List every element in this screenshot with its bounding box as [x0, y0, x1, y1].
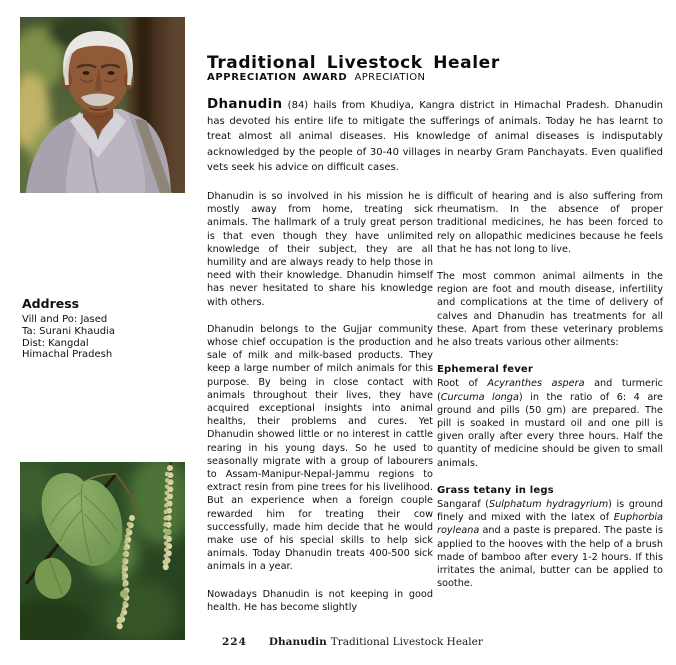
intro-paragraph: Dhanudin (84) hails from Khudiya, Kangra district in Himachal Pradesh. Dhanudin has devoted his entire life to mitigate the sufferings of animals. Today he has learnt to treat almost all animal diseases. His knowledge of animal diseases is indisputably acknowledged by the people of 30-40 villages in nearby Gram Panchayats. Even qualified vets seek his advice on difficult cases.: [207, 96, 663, 173]
paragraph-health-continued: difficult of hearing and is also suffering from rheumatism. In the absence of proper traditional medicines, he has been forced to rely on allopathic medicines because he feels that he has not long to live.: [437, 191, 663, 255]
paragraph-health: Nowadays Dhanudin is not keeping in good health. He has become slightly: [207, 588, 433, 613]
body-column-left: [207, 190, 433, 628]
paragraph-grass-tetany: Sangaraf (Sulphatum hydragyrium) is ground finely and mixed with the latex of Euphorbia royleana and a paste is prepared. The paste is applied to the hooves with the help of a brush made of bamboo after every 1-2 hours. If this irritates the animal, butter can be applied to soothe.: [437, 499, 663, 590]
footer-book-title: Traditional Livestock Healer: [330, 636, 483, 648]
award-value: APRECIATION: [354, 72, 426, 83]
address-heading: Address: [22, 296, 80, 311]
address-line-village: Vill and Po: Jased: [22, 314, 108, 325]
paragraph-common-ailments: The most common animal ailments in the region are foot and mouth disease, infertility and complications at the time of delivery of calves and Dhanudin has treatments for all these. Apart from these veterinary problems he also treats various other ailments:: [437, 271, 663, 349]
address-line-state: Himachal Pradesh: [22, 349, 113, 361]
page-number: 224: [222, 636, 247, 648]
paragraph-ephemeral-fever: Root of Acyranthes aspera and turmeric (Curcuma longa) in the ratio of 6: 4 are ground and pills (50 gm) are prepared. The pill is soaked in mustard oil and one pill is given orally after every three hours. Half the quantity of medicine should be given to small animals.: [437, 378, 664, 469]
award-label: APPRECIATION AWARD: [207, 72, 348, 83]
paragraph-gujjar-community: Dhanudin belongs to the Gujjar community whose chief occupation is the production and sale of milk and milk-based products. They keep a large number of milch animals for this purpose. By being in close contact with animals throughout their lives, they have acquired exceptional insights into animal healths, their problems and cures. Yet Dhanudin showed little or no interest in cattle rearing in his young days. So he used to seasonally migrate with a group of labourers to Assam-Manipur-Nepal-Jammu regions to extract resin from pine trees for his livelihood. But an experience when a foreign couple rewarded him for treating their cow successfully, made him decide that he would make use of his special skills to help sick animals. Today Dhanudin treats 400-500 sick animals in a year.: [207, 323, 433, 573]
section-heading-ephemeral-fever: Ephemeral fever: [437, 364, 534, 376]
body-column-right: [437, 190, 663, 604]
paragraph-mission: Dhanudin is so involved in his mission he is mostly away from home, treating sick animals. The hallmark of a truly great person is that even though they have unlimited knowledge of their subject, they are all humility and are always ready to help those in need with their knowledge. Dhanudin himself has never hesitated to share his knowledge with others.: [207, 191, 433, 308]
medicinal-plant-photo: [20, 462, 185, 640]
medicinal-plant-illustration: [20, 462, 185, 640]
healer-portrait-photo: [20, 17, 185, 193]
page-title: Traditional Livestock Healer: [207, 53, 500, 74]
address-line-district: Dist: Kangdal: [22, 337, 89, 349]
award-line: [207, 72, 425, 83]
address-block: [22, 296, 197, 361]
page-footer: [222, 636, 483, 648]
section-heading-grass-tetany: Grass tetany in legs: [437, 484, 554, 496]
address-line-taluk: Ta: Surani Khaudia: [22, 325, 115, 337]
footer-healer-name: Dhanudin: [268, 636, 327, 648]
healer-portrait-illustration: [20, 17, 185, 193]
